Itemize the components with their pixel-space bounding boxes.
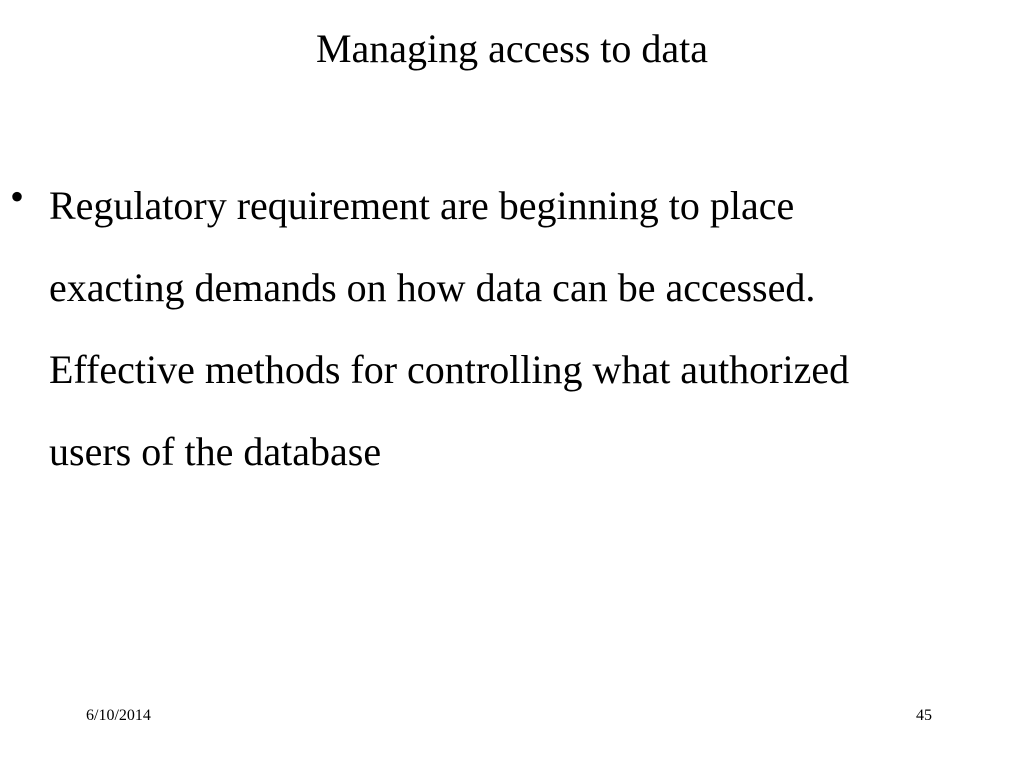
bullet-text-line-3: Effective methods for controlling what authorized bbox=[49, 347, 850, 392]
footer-date: 6/10/2014 bbox=[86, 707, 151, 724]
bullet-text-line-4: users of the database bbox=[49, 429, 382, 474]
bullet-dot-icon: • bbox=[10, 174, 25, 219]
bullet-text-line-2: exacting demands on how data can be accessed. bbox=[49, 265, 816, 310]
bullet-text-line-1: Regulatory requirement are beginning to place bbox=[49, 183, 795, 228]
slide-title: Managing access to data bbox=[315, 26, 709, 71]
footer-page-number: 45 bbox=[916, 707, 932, 724]
bullet-item bbox=[0, 165, 1024, 493]
bullet-list bbox=[0, 165, 1024, 493]
